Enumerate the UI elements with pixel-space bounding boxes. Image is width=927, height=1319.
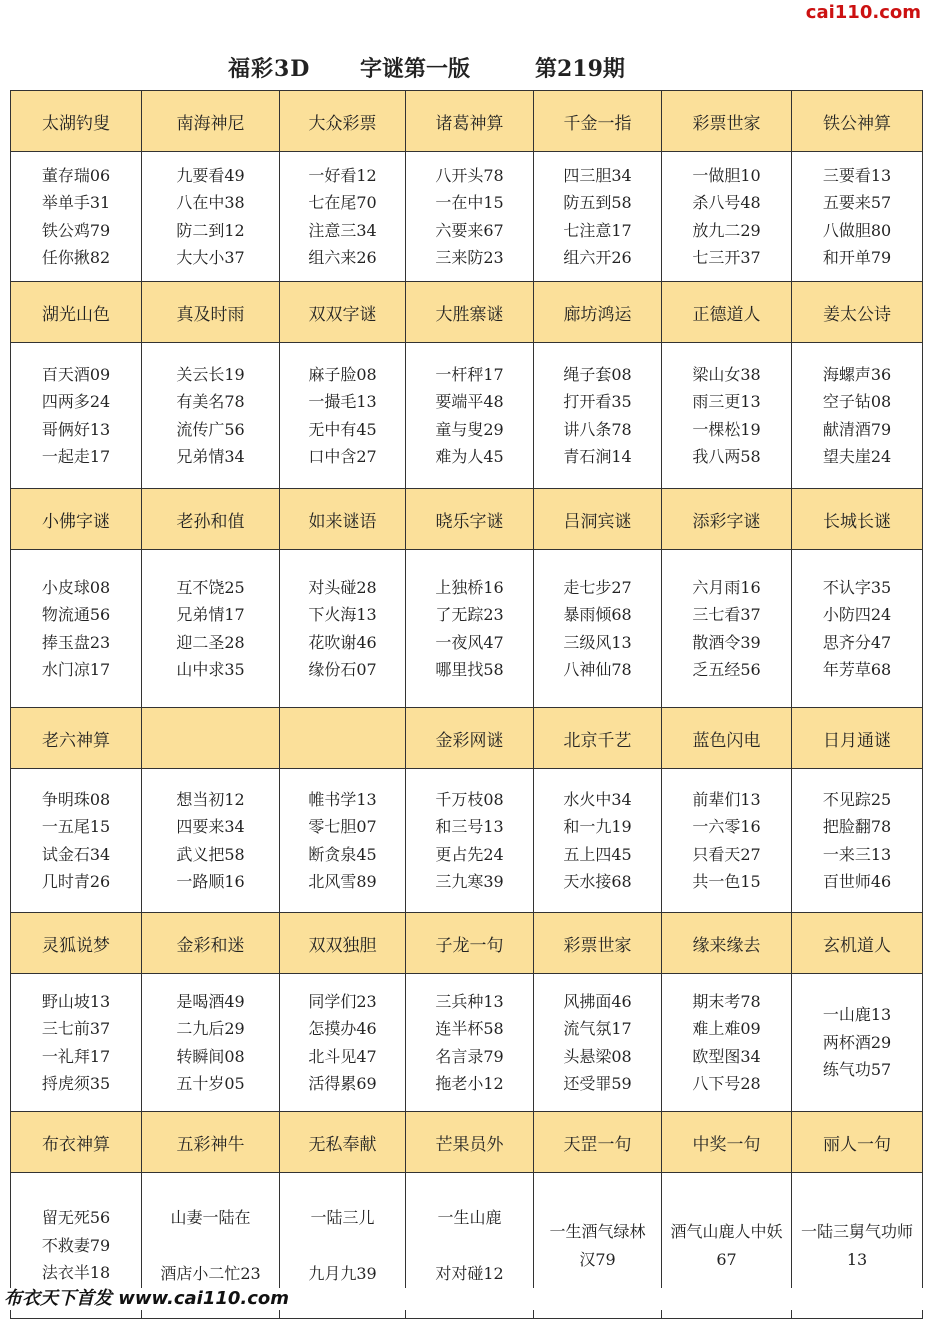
riddle-line: 一礼拜17 [41, 1046, 111, 1066]
riddle-line: 思齐分47 [822, 632, 892, 652]
riddle-line: 百天酒09 [41, 364, 111, 384]
riddle-cell [792, 343, 923, 489]
riddle-cell [662, 343, 792, 489]
riddle-line: 下火海13 [308, 605, 377, 624]
riddle-line: 防五到58 [563, 193, 632, 212]
riddle-row [11, 974, 923, 1112]
riddle-line: 千万枝08 [435, 789, 504, 809]
section-header-row [11, 1112, 923, 1173]
source-name: 正德道人 [662, 282, 792, 343]
riddle-line: 哥俩好13 [41, 419, 111, 439]
riddle-line: 兄弟情34 [176, 447, 245, 466]
riddle-cell [792, 769, 923, 913]
riddle-line: 和三号13 [435, 817, 504, 836]
riddle-line: 注意三34 [308, 220, 377, 240]
riddle-line: 四要来34 [176, 817, 245, 836]
source-name: 湖光山色 [11, 282, 142, 343]
riddle-line: 海螺声36 [822, 364, 892, 384]
riddle-line: 转瞬间08 [176, 1046, 245, 1066]
riddle-line: 是喝酒49 [176, 991, 245, 1011]
riddle-cell [792, 974, 923, 1112]
riddle-line: 四三胆34 [563, 165, 632, 185]
riddle-line: 一好看12 [308, 165, 377, 185]
source-name: 老六神算 [11, 708, 142, 769]
riddle-line: 两杯酒29 [822, 1032, 892, 1052]
section-header-row [11, 489, 923, 550]
riddle-line: 八开头78 [435, 165, 504, 185]
riddle-line: 小皮球08 [41, 577, 111, 597]
riddle-line: 只看天27 [692, 844, 761, 864]
riddle-cell [406, 769, 534, 913]
riddle-cell [11, 152, 142, 282]
riddle-line: 共一色15 [692, 872, 761, 891]
riddle-line: 无中有45 [308, 419, 377, 439]
riddle-line: 一起走17 [41, 447, 111, 466]
riddle-line: 小防四24 [822, 605, 892, 624]
riddle-cell [662, 550, 792, 708]
riddle-line: 三来防23 [435, 248, 504, 267]
riddle-line: 大大小37 [176, 248, 245, 267]
source-name [280, 708, 406, 769]
riddle-line: 一生山鹿 [437, 1208, 502, 1227]
riddle-line: 我八两58 [692, 447, 761, 466]
riddle-line: 和开单79 [822, 248, 892, 267]
riddle-cell [142, 152, 280, 282]
source-name: 日月通谜 [792, 708, 923, 769]
riddle-line: 八神仙78 [563, 660, 632, 679]
source-name: 晓乐字谜 [406, 489, 534, 550]
riddle-line: 青石涧14 [563, 447, 632, 466]
riddle-line: 关云长19 [176, 364, 245, 384]
riddle-line: 七注意17 [563, 220, 632, 240]
riddle-line: 野山坡13 [41, 991, 111, 1011]
riddle-line: 试金石34 [41, 844, 111, 864]
source-name [142, 708, 280, 769]
riddle-line: 散酒令39 [692, 632, 761, 652]
source-name: 添彩字谜 [662, 489, 792, 550]
riddle-line: 走七步27 [563, 577, 632, 597]
source-name: 子龙一句 [406, 913, 534, 974]
riddle-line: 上独桥16 [435, 577, 504, 597]
source-name: 如来谜语 [280, 489, 406, 550]
riddle-line: 七在尾70 [308, 193, 377, 212]
source-name: 蓝色闪电 [662, 708, 792, 769]
riddle-line: 一撮毛13 [308, 392, 377, 411]
riddle-line: 留无死56 [41, 1208, 111, 1228]
riddle-line: 不认字35 [822, 577, 892, 597]
riddle-cell [406, 974, 534, 1112]
riddle-line: 九月九39 [308, 1263, 377, 1283]
source-name: 彩票世家 [534, 913, 662, 974]
riddle-line: 流气氛17 [563, 1019, 632, 1038]
source-name: 姜太公诗 [792, 282, 923, 343]
riddle-line: 八做胆80 [822, 220, 892, 240]
riddle-line: 五十岁05 [176, 1074, 245, 1093]
page-subtitle: 字谜第一版 [360, 56, 471, 82]
riddle-line: 九要看49 [176, 165, 245, 185]
source-name: 小佛字谜 [11, 489, 142, 550]
riddle-line: 百世师46 [822, 872, 892, 891]
riddle-line: 四两多24 [41, 392, 111, 411]
riddle-line: 童与叟29 [435, 419, 504, 439]
source-name: 大众彩票 [280, 91, 406, 152]
riddle-line: 欧型图34 [692, 1046, 761, 1066]
riddle-line: 一生酒气绿林汉79 [549, 1221, 646, 1269]
riddle-cell [662, 769, 792, 913]
riddle-line: 流传广56 [176, 419, 245, 439]
riddle-line: 杀八号48 [692, 193, 761, 212]
source-name: 廊坊鸿运 [534, 282, 662, 343]
riddle-line: 三九寒39 [435, 872, 504, 891]
riddle-row [11, 343, 923, 489]
riddle-line: 一做胆10 [692, 165, 761, 185]
source-name: 南海神尼 [142, 91, 280, 152]
source-name: 天罡一句 [534, 1112, 662, 1173]
riddle-line: 难上难09 [692, 1019, 761, 1038]
issue-number: 第219期 [535, 56, 625, 82]
riddle-line: 山中求35 [176, 660, 245, 679]
riddle-cell [280, 769, 406, 913]
riddle-line: 放九二29 [692, 220, 761, 240]
source-name: 老孙和值 [142, 489, 280, 550]
riddle-cell [792, 550, 923, 708]
riddle-line: 年芳草68 [822, 660, 892, 679]
riddle-cell [142, 343, 280, 489]
riddle-line: 不见踪25 [822, 789, 892, 809]
riddle-line: 帷书学13 [308, 789, 377, 809]
riddle-cell [662, 152, 792, 282]
riddle-line: 头悬梁08 [563, 1046, 632, 1066]
source-name: 芒果员外 [406, 1112, 534, 1173]
riddle-line: 捋虎须35 [41, 1074, 111, 1093]
riddle-line: 三要看13 [822, 165, 892, 185]
riddle-line: 任你揪82 [41, 248, 111, 267]
riddle-line: 期末考78 [692, 991, 761, 1011]
riddle-line: 一六零16 [692, 817, 761, 836]
riddle-line: 怎摸办46 [308, 1019, 377, 1038]
riddle-cell [280, 152, 406, 282]
riddle-line: 酒气山鹿人中妖67 [670, 1221, 783, 1269]
riddle-line: 雨三更13 [692, 392, 761, 411]
riddle-line: 组六开26 [563, 248, 632, 267]
riddle-cell [534, 974, 662, 1112]
riddle-line: 缘份石07 [308, 660, 377, 679]
riddle-cell [406, 152, 534, 282]
riddle-cell [662, 974, 792, 1112]
riddle-cell [280, 343, 406, 489]
riddle-line: 同学们23 [308, 991, 377, 1011]
riddle-cell [406, 550, 534, 708]
riddle-row [11, 769, 923, 913]
riddle-line: 一棵松19 [692, 419, 761, 439]
riddle-cell [11, 974, 142, 1112]
riddle-line: 名言录79 [435, 1046, 504, 1066]
riddle-line: 暴雨倾68 [563, 605, 632, 624]
riddle-line: 一五尾15 [41, 817, 111, 836]
site-logo: cai110.com [805, 2, 921, 23]
riddle-line: 梁山女38 [692, 364, 761, 384]
footer-watermark: 布衣天下首发 www.cai110.com [4, 1288, 290, 1309]
riddle-cell [406, 343, 534, 489]
riddle-line: 打开看35 [563, 392, 632, 411]
source-name: 吕洞宾谜 [534, 489, 662, 550]
riddle-line: 拖老小12 [435, 1074, 504, 1093]
riddle-cell [11, 769, 142, 913]
riddle-line: 一杆秤17 [435, 364, 504, 384]
source-name: 玄机道人 [792, 913, 923, 974]
riddle-line: 乏五经56 [692, 660, 761, 679]
riddle-cell [534, 769, 662, 913]
riddle-cell [534, 550, 662, 708]
riddle-line: 铁公鸡79 [41, 220, 111, 240]
riddle-line: 一在中15 [435, 193, 504, 212]
riddle-line: 空子钻08 [822, 392, 892, 411]
riddle-cell [142, 550, 280, 708]
riddle-line: 活得累69 [308, 1074, 377, 1093]
riddle-line: 北风雪89 [308, 872, 377, 891]
riddle-line: 了无踪23 [435, 605, 504, 624]
riddle-line: 二九后29 [176, 1019, 245, 1038]
riddle-line: 兄弟情17 [176, 605, 245, 624]
riddle-row [11, 550, 923, 708]
riddle-line: 七三开37 [692, 248, 761, 267]
riddle-line: 对头碰28 [308, 577, 377, 597]
riddle-line: 水火中34 [563, 789, 632, 809]
source-name: 彩票世家 [662, 91, 792, 152]
riddle-line: 八下号28 [692, 1074, 761, 1093]
section-header-row [11, 91, 923, 152]
riddle-line: 三级风13 [563, 632, 632, 652]
riddle-line: 水门凉17 [41, 660, 111, 679]
section-header-row [11, 913, 923, 974]
riddle-line: 迎二圣28 [176, 632, 245, 652]
riddle-line: 难为人45 [435, 447, 504, 466]
riddle-line: 麻子脸08 [308, 364, 377, 384]
source-name: 双双字谜 [280, 282, 406, 343]
riddle-line: 断贪泉45 [308, 844, 377, 864]
riddle-cell [534, 343, 662, 489]
riddle-line: 天水接68 [563, 872, 632, 891]
riddle-line: 董存瑞06 [41, 165, 111, 185]
source-name: 铁公神算 [792, 91, 923, 152]
riddle-cell [11, 343, 142, 489]
riddle-line [280, 1232, 405, 1260]
page-title: 福彩3D [228, 56, 311, 82]
source-name: 缘来缘去 [662, 913, 792, 974]
riddle-cell [142, 769, 280, 913]
riddle-line: 三七看37 [692, 605, 761, 624]
riddle-line [406, 1232, 533, 1260]
riddle-line: 一来三13 [822, 844, 892, 864]
riddle-line: 望夫崖24 [822, 447, 892, 466]
riddle-line: 防二到12 [176, 220, 245, 240]
riddle-line: 争明珠08 [41, 789, 111, 809]
source-name: 大胜寨谜 [406, 282, 534, 343]
riddle-line: 一路顺16 [176, 872, 245, 891]
riddle-line: 要端平48 [435, 392, 504, 411]
riddle-line: 互不饶25 [176, 577, 245, 597]
riddle-cell [534, 152, 662, 282]
riddle-cell [792, 152, 923, 282]
riddle-line: 酒店小二忙23 [160, 1263, 261, 1283]
source-name: 丽人一句 [792, 1112, 923, 1173]
source-name: 双双独胆 [280, 913, 406, 974]
riddle-line: 一陆三儿 [310, 1208, 375, 1227]
riddle-line: 一陆三舅气功师13 [800, 1221, 913, 1269]
riddle-line: 零七胆07 [308, 817, 377, 836]
source-name: 无私奉献 [280, 1112, 406, 1173]
riddle-row [11, 152, 923, 282]
riddle-line: 更占先24 [435, 844, 504, 864]
riddle-line: 口中含27 [308, 447, 377, 466]
riddle-grid [10, 90, 923, 1319]
source-name: 诸葛神算 [406, 91, 534, 152]
riddle-line: 对对碰12 [435, 1263, 504, 1283]
riddle-line: 献清酒79 [822, 419, 892, 439]
source-name: 布衣神算 [11, 1112, 142, 1173]
riddle-line: 山妻一陆在 [170, 1208, 251, 1227]
riddle-line: 有美名78 [176, 392, 245, 411]
riddle-line: 连半杯58 [435, 1019, 504, 1038]
source-name: 长城长谜 [792, 489, 923, 550]
riddle-line: 风拂面46 [563, 991, 632, 1011]
riddle-line: 五上四45 [563, 844, 632, 864]
riddle-line: 一夜风47 [435, 632, 504, 652]
riddle-line: 八在中38 [176, 193, 245, 212]
source-name: 中奖一句 [662, 1112, 792, 1173]
riddle-line: 不救妻79 [41, 1235, 111, 1255]
source-name: 五彩神牛 [142, 1112, 280, 1173]
riddle-cell [142, 974, 280, 1112]
source-name: 太湖钓叟 [11, 91, 142, 152]
source-name: 金彩和迷 [142, 913, 280, 974]
riddle-line: 五要来57 [822, 193, 892, 212]
riddle-line: 三兵种13 [435, 991, 504, 1011]
riddle-line: 捧玉盘23 [41, 632, 111, 652]
riddle-line: 一山鹿13 [822, 1005, 892, 1025]
riddle-line: 举单手31 [41, 193, 111, 212]
riddle-line: 武义把58 [176, 844, 245, 864]
riddle-line: 花吹谢46 [308, 632, 377, 652]
riddle-line: 讲八条78 [563, 419, 632, 439]
riddle-line: 和一九19 [563, 817, 632, 836]
riddle-line: 几时青26 [41, 872, 111, 891]
riddle-line [142, 1232, 279, 1260]
riddle-line: 绳子套08 [563, 364, 632, 384]
source-name: 真及时雨 [142, 282, 280, 343]
riddle-line: 组六来26 [308, 248, 377, 267]
riddle-line: 练气功57 [822, 1060, 892, 1080]
riddle-line: 六要来67 [435, 220, 504, 240]
source-name: 北京千艺 [534, 708, 662, 769]
riddle-line: 北斗见47 [308, 1046, 377, 1066]
section-header-row [11, 282, 923, 343]
riddle-line: 三七前37 [41, 1019, 111, 1038]
riddle-line: 想当初12 [176, 789, 245, 809]
source-name: 金彩网谜 [406, 708, 534, 769]
source-name: 灵狐说梦 [11, 913, 142, 974]
riddle-line: 物流通56 [41, 605, 111, 624]
riddle-cell [11, 550, 142, 708]
section-header-row [11, 708, 923, 769]
riddle-cell [280, 974, 406, 1112]
source-name: 千金一指 [534, 91, 662, 152]
riddle-line: 还受罪59 [563, 1074, 632, 1093]
riddle-cell [280, 550, 406, 708]
riddle-line: 六月雨16 [692, 577, 761, 597]
riddle-line: 哪里找58 [435, 660, 504, 679]
riddle-line: 把脸翻78 [822, 817, 892, 836]
riddle-line: 前辈们13 [692, 789, 761, 809]
riddle-line: 法衣半18 [41, 1263, 111, 1283]
